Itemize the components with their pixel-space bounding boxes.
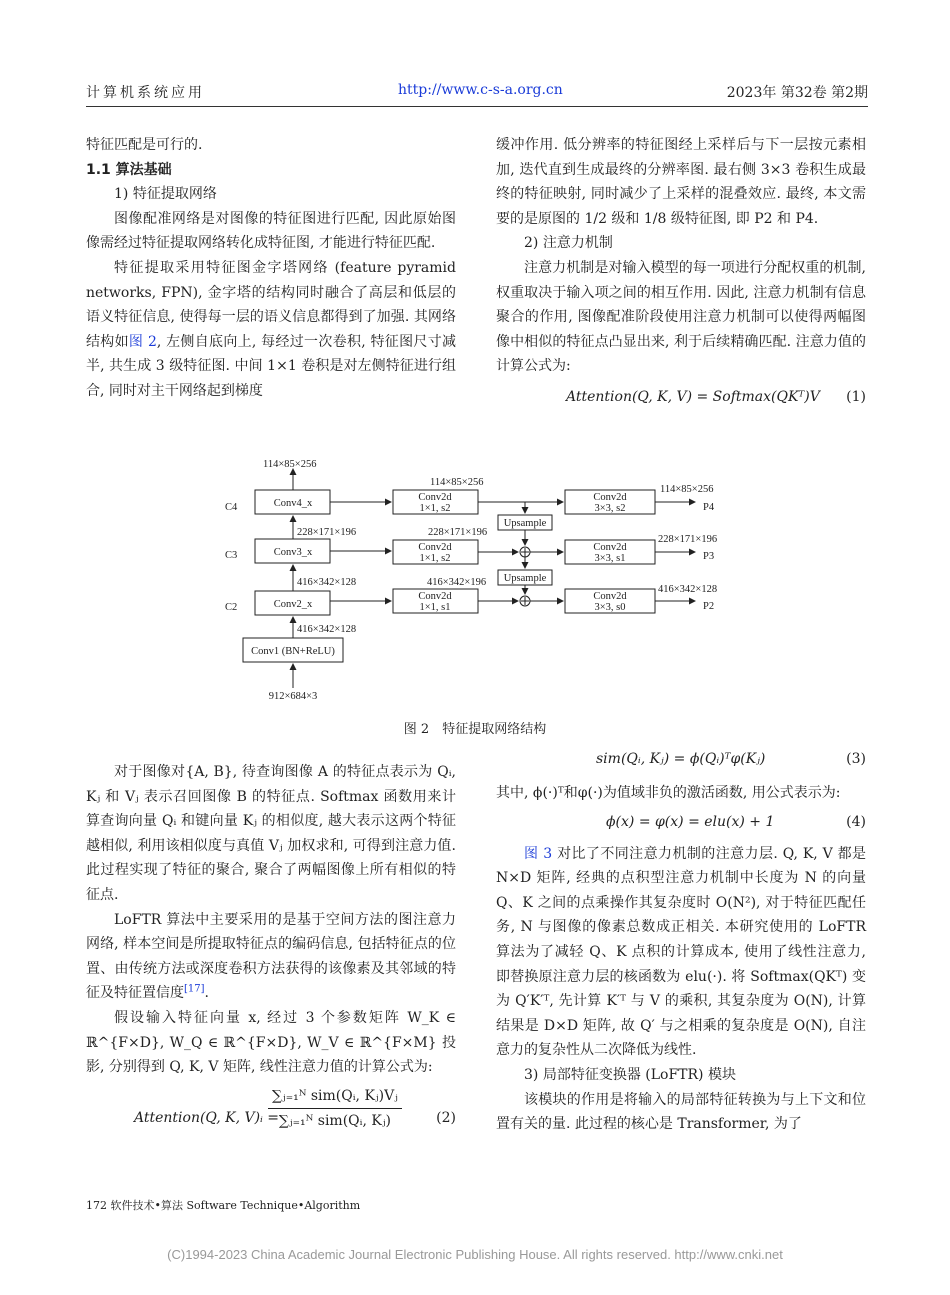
level-label-c3: C3 [225, 550, 238, 561]
conv2d-label: Conv2d [593, 591, 627, 602]
subsection-heading: 3) 局部特征变换器 (LoFTR) 模块 [524, 1066, 736, 1083]
equation-number: (2) [436, 1109, 456, 1126]
paragraph-text: 对比了不同注意力机制的注意力层. Q, K, V 都是 N×D 矩阵, 经典的点积型注意力机制中长度为 N 的向量 Q、K 之间的点乘操作其复杂度时 O(N²), 对于特征匹配任务, N 与图像的像素总数成正相关. 本研究使用的 LoFTR 算法为了减轻 Q、K 点积的计算成本, 使用了线性注意力, 即替换原注意力层的核函数为 elu(·). 将 Softmax(QKᵀ) 变为 Q′K′ᵀ, 先计算 K′ᵀ 与 V 的乘积, 其复杂度为 O(N), 计算结果是 D×D 矩阵, 故 Q′ 与之相乘的复杂度是 O(N), 自注意力的复杂性从二次降低为线性. [496, 845, 866, 1059]
conv2d-label: Conv2d [593, 492, 627, 503]
figure-3-link[interactable]: 图 3 [524, 845, 553, 862]
fraction-denominator: ∑ⱼ₌₁ᴺ sim(Qᵢ, Kⱼ) [278, 1113, 391, 1130]
output-label-p4: P4 [703, 502, 715, 513]
figure-2-link[interactable]: 图 2 [128, 333, 157, 350]
equation-expression: Attention(Q, K, V) = Softmax(QKᵀ)V [566, 388, 820, 405]
dim-label: 114×85×256 [263, 459, 317, 470]
issue-info: 2023年 第32卷 第2期 [726, 85, 868, 101]
kernel-label: 3×3, s2 [594, 503, 626, 514]
conv2d-label: Conv2d [418, 492, 452, 503]
paragraph-text: LoFTR 算法中主要采用的是基于空间方法的图注意力网络, 样本空间是所提取特征点的编码信息, 包括特征点的位置、由传统方法或深度卷积方法获得的该像素及其邻域的特征及特征置信度 [86, 911, 456, 1002]
paragraph: 其中, ϕ(·)ᵀ和φ(·)为值域非负的激活函数, 用公式表示为: [496, 785, 841, 801]
level-label-c2: C2 [225, 602, 238, 613]
right-column-bottom [496, 745, 866, 1137]
dim-label: 416×342×196 [427, 577, 487, 588]
equation-4 [496, 806, 866, 842]
conv2d-label: Conv2d [418, 591, 452, 602]
paragraph [86, 908, 456, 1006]
paragraph-text: , 左侧自底向上, 每经过一次卷积, 特征图尺寸减半, 共生成 3 级特征图. 中间 1×1 卷积是对左侧特征进行组合, 同时对主干网络起到梯度 [86, 333, 457, 399]
equation-number: (1) [846, 388, 866, 405]
right-column-top [496, 133, 866, 415]
dim-label: 416×342×128 [297, 624, 357, 635]
equation-1 [496, 379, 866, 415]
conv3x-label: Conv3_x [273, 547, 313, 558]
equation-2 [86, 1080, 456, 1164]
dim-label: 228×171×196 [297, 527, 357, 538]
kernel-label: 1×1, s2 [419, 503, 451, 514]
paragraph-text: . [204, 985, 209, 1002]
dim-label: 416×342×128 [297, 577, 357, 588]
equation-number: (3) [846, 751, 866, 767]
paragraph: 该模块的作用是将输入的局部特征转换为与上下文和位置有关的量. 此过程的核心是 Transformer, 为了 [496, 1091, 866, 1133]
left-column-bottom [86, 760, 456, 1164]
paragraph-text: 特征提取采用特征图金字塔网络 (feature pyramid networks, FPN), 金字塔的结构同时融合了高层和低层的语义特征信息, 使得每一层的语义信息都得到了加强. 其网络结构如 [86, 259, 456, 350]
conv4x-label: Conv4_x [273, 498, 313, 509]
kernel-label: 3×3, s1 [594, 553, 626, 564]
figure-caption: 图 2 特征提取网络结构 [403, 722, 547, 737]
conv2x-label: Conv2_x [273, 599, 313, 610]
kernel-label: 3×3, s0 [594, 602, 626, 613]
equation-fraction [268, 1084, 402, 1134]
conv1-label: Conv1 (BN+ReLU) [251, 646, 335, 657]
left-column-top [86, 133, 456, 404]
upsample-label: Upsample [503, 518, 547, 529]
equation-3 [496, 745, 866, 781]
dim-label: 228×171×196 [658, 534, 718, 545]
paragraph: 注意力机制是对输入模型的每一项进行分配权重的机制, 权重取决于输入项之间的相互作用. 因此, 注意力机制有信息聚合的作用, 图像配准阶段使用注意力机制可以使得两幅图像中相似的特征点凸显出来, 利于后续精确匹配. 注意力值的计算公式为: [496, 259, 866, 375]
copyright-watermark: (C)1994-2023 China Academic Journal Electronic Publishing House. All rights reserved. http://www.cnki.net [167, 1247, 783, 1262]
dim-label: 114×85×256 [430, 477, 484, 488]
paragraph [496, 842, 866, 1063]
subsection-heading: 1) 特征提取网络 [114, 186, 217, 203]
citation-link[interactable]: [17] [184, 983, 205, 995]
upsample-label: Upsample [503, 573, 547, 584]
dim-label: 912×684×3 [268, 691, 318, 702]
conv2d-label: Conv2d [593, 542, 627, 553]
equation-expression: sim(Qᵢ, Kⱼ) = ϕ(Qᵢ)ᵀφ(Kⱼ) [596, 751, 766, 767]
journal-name: 计算机系统应用 [86, 85, 205, 101]
kernel-label: 1×1, s2 [419, 553, 451, 564]
section-heading: 1.1 算法基础 [86, 161, 172, 178]
paragraph: 特征匹配是可行的. [86, 137, 203, 153]
journal-url-link[interactable]: http://www.c-s-a.org.cn [398, 82, 563, 98]
dim-label: 416×342×128 [658, 584, 718, 595]
paragraph: 缓冲作用. 低分辨率的特征图经上采样后与下一层按元素相加, 迭代直到生成最终的分辨率图. 最右侧 3×3 卷积生成最终的特征映射, 同时减少了上采样的混叠效应. 最终, 本文需要的是原图的 1/2 级和 1/8 级特征图, 即 P2 和 P4. [496, 137, 866, 227]
dim-label: 114×85×256 [660, 484, 714, 495]
feature-pyramid-network-diagram [215, 455, 735, 710]
output-label-p3: P3 [703, 551, 715, 562]
equation-lhs: Attention(Q, K, V)ᵢ = [134, 1109, 280, 1126]
kernel-label: 1×1, s1 [419, 602, 451, 613]
page-footer: 172 软件技术•算法 Software Technique•Algorithm [86, 1199, 361, 1212]
fraction-numerator: ∑ⱼ₌₁ᴺ sim(Qᵢ, Kⱼ)Vⱼ [268, 1084, 402, 1110]
paragraph: 对于图像对{A, B}, 待查询图像 A 的特征点表示为 Qᵢ, Kⱼ 和 Vⱼ 表示召回图像 B 的特征点. Softmax 函数用来计算查询向量 Qᵢ 和键向量 Kⱼ 的相似度, 越大表示这两个特征越相似, 利用该相似度与真值 Vⱼ 加权求和, 可得到注意力值. 此过程实现了特征的聚合, 聚合了两幅图像上所有相似的特征点. [86, 764, 456, 903]
running-header [86, 78, 868, 106]
output-label-p2: P2 [703, 601, 715, 612]
level-label-c4: C4 [225, 502, 238, 513]
paragraph: 图像配准网络是对图像的特征图进行匹配, 因此原始图像需经过特征提取网络转化成特征图, 才能进行特征匹配. [86, 210, 456, 252]
equation-number: (4) [846, 813, 866, 830]
equation-expression: ϕ(x) = φ(x) = elu(x) + 1 [606, 813, 775, 830]
paragraph: 假设输入特征向量 x, 经过 3 个参数矩阵 W_K ∈ ℝ^{F×D}, W_Q ∈ ℝ^{F×D}, W_V ∈ ℝ^{F×M} 投影, 分别得到 Q, K, V 矩阵, 线性注意力值的计算公式为: [86, 1009, 456, 1076]
paragraph [86, 256, 456, 404]
conv2d-label: Conv2d [418, 542, 452, 553]
subsection-heading: 2) 注意力机制 [524, 235, 613, 252]
header-rule [86, 106, 868, 107]
dim-label: 228×171×196 [428, 527, 488, 538]
